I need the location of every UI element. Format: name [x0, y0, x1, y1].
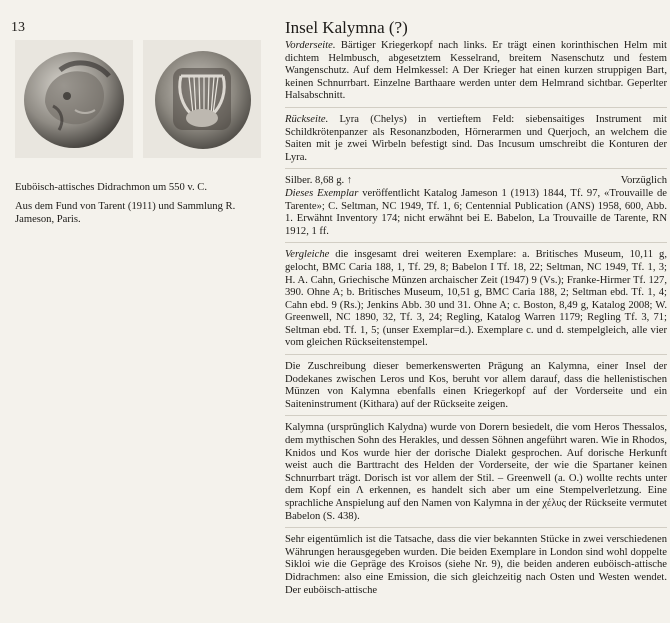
coin-reverse-image [143, 40, 261, 158]
specimen-text: veröffentlicht Katalog Jameson 1 (1913) 1844, Tf. 97, «Trouvaille de Tarente»; C. Seltman, NC 1949, Tf. 1, 6; Centennial Publication (ANS) 1958, 600, Abb. 1. Erwähnt Inventory 174; nicht erwähnt bei E. Babelon, La Trouvaille de Tarente, RN 1912, 1 ff. [285, 187, 667, 237]
page-number: 13 [11, 20, 25, 35]
body-paragraph-1: Die Zuschreibung dieser bemerkenswerten Prägung an Kalymna, einer Insel der Dodekanes zwischen Leros und Kos, beruht vor allem darauf, dass die hellenistischen Münzen von Kalymna ebenfalls einen Kriegerkopf auf der Vorderseite und ein Saiteninstrument (Kithara) auf der Rückseite zeigen. [285, 361, 667, 416]
entry-title: Insel Kalymna (?) [285, 18, 408, 37]
coin-caption-denomination: Euböisch-attisches Didrachmon um 550 v. C. [15, 182, 208, 193]
reverse-label: Rückseite. [285, 113, 329, 125]
comparison-label: Vergleiche [285, 249, 330, 261]
weight-grade-row [285, 175, 667, 188]
grade-text: Vorzüglich [620, 175, 667, 187]
coin-obverse-image [15, 40, 133, 158]
coin-reverse-photo [143, 40, 261, 158]
weight-text: Silber. 8,68 g. ↑ [285, 175, 353, 187]
body-paragraph-2: Kalymna (ursprünglich Kalydna) wurde von Dorern besiedelt, die vom Heros Thessalos, dem mythischen Sohn des Herakles, und dessen Söhnen angeführt waren. Wie in Rhodos, Knidos und Kos wurde hier der dorische Dialekt gesprochen. Auf dorische Herkunft weist auch die Barttracht des Helden der Vorderseite, der wie die Spartaner keinen Schnurrbart trägt. Dorisch ist vor allem der Stil. – Greenwell (a. O.) wollte rechts unter dem Kopf ein Λ erkennen, es handelt sich aber um eine Stempelverletzung. Eine sprachliche Anspielung auf den Namen von Kalymna in der χέλυς der Rückseite vermutet Babelon (S. 438). [285, 422, 667, 528]
reverse-text: Lyra (Chelys) in vertieftem Feld: siebensaitiges Instrument mit Schildkrötenpanzer als Resonanzboden, Hörnerarmen und Querjoch, an welchem die Saiten mit je zwei Wirbeln befestigt sind. Das Incusum umschreibt die Konturen der Lyra. [285, 113, 667, 163]
specimen-section [285, 175, 667, 243]
catalog-entry [285, 18, 667, 607]
body-paragraph-3: Sehr eigentümlich ist die Tatsache, dass die vier bekannten Stücke in zwei verschiedenen Währungen herausgegeben wurden. Die beiden Exemplare in London sind wohl doppelte Sikloi wie die Gepräge des Kroisos (siehe Nr. 9), die beiden anderen euböisch-attische Didrachmen: also eine Emission, die sich gleichzeitig nach Osten und Westen wendet. Der euböisch-attische [285, 534, 667, 596]
coin-obverse-photo [15, 40, 133, 158]
comparison-text: die insgesamt drei weiteren Exemplare: a. Britisches Museum, 10,11 g, gelocht, BMC Caria 188, 1, Tf. 29, 8; Babelon I Tf. 18, 22; Seltman, NC 1949, Tf. 1, 3; H. A. Cahn, Griechische Münzen archaischer Zeit (1947) 9 (Vs.); Franke-Hirmer Tf. 127, 390. Ohne A; b. Britisches Museum, 10,51 g, BMC Caria 188, 2; Seltman ebd. Tf. 1, 4; Cahn ebd. 9 (Rs.); Jenkins Abb. 30 und 31. Ohne A; c. Boston, 8,49 g, Katalog 2008; W. Greenwell, NC 1890, 32, Tf. 3, 24; Regling, Katalog Warren 1179; Regling Tf. 3, 71; Seltman ebd. Tf. 1, 5; (unser Exemplar=d.). Exemplare c. und d. stempelgleich, alle vier vom gleichen Rückseitenstempel. [285, 249, 667, 349]
reverse-description [285, 114, 667, 169]
obverse-description [285, 40, 667, 108]
obverse-text: Bärtiger Kriegerkopf nach links. Er trägt einen korinthischen Helm mit dichtem Helmbusch, abgesetztem Kesselrand, breitem Nasenschutz und festem Wangenschutz. Auf dem Helmkessel: A Der Krieger hat einen kurzen struppigen Bart, keinen Schnurrbart. Einzelne Barthaare werden unter dem Helmrand sichtbar. Geperlter Halsabschnitt. [285, 40, 667, 102]
coin-images [15, 40, 265, 162]
specimen-label: Dieses Exemplar [285, 187, 359, 199]
coin-caption-provenance: Aus dem Fund von Tarent (1911) und Sammlung R. Jameson, Paris. [15, 201, 236, 225]
comparison-section [285, 249, 667, 355]
obverse-label: Vorderseite. [285, 40, 336, 51]
